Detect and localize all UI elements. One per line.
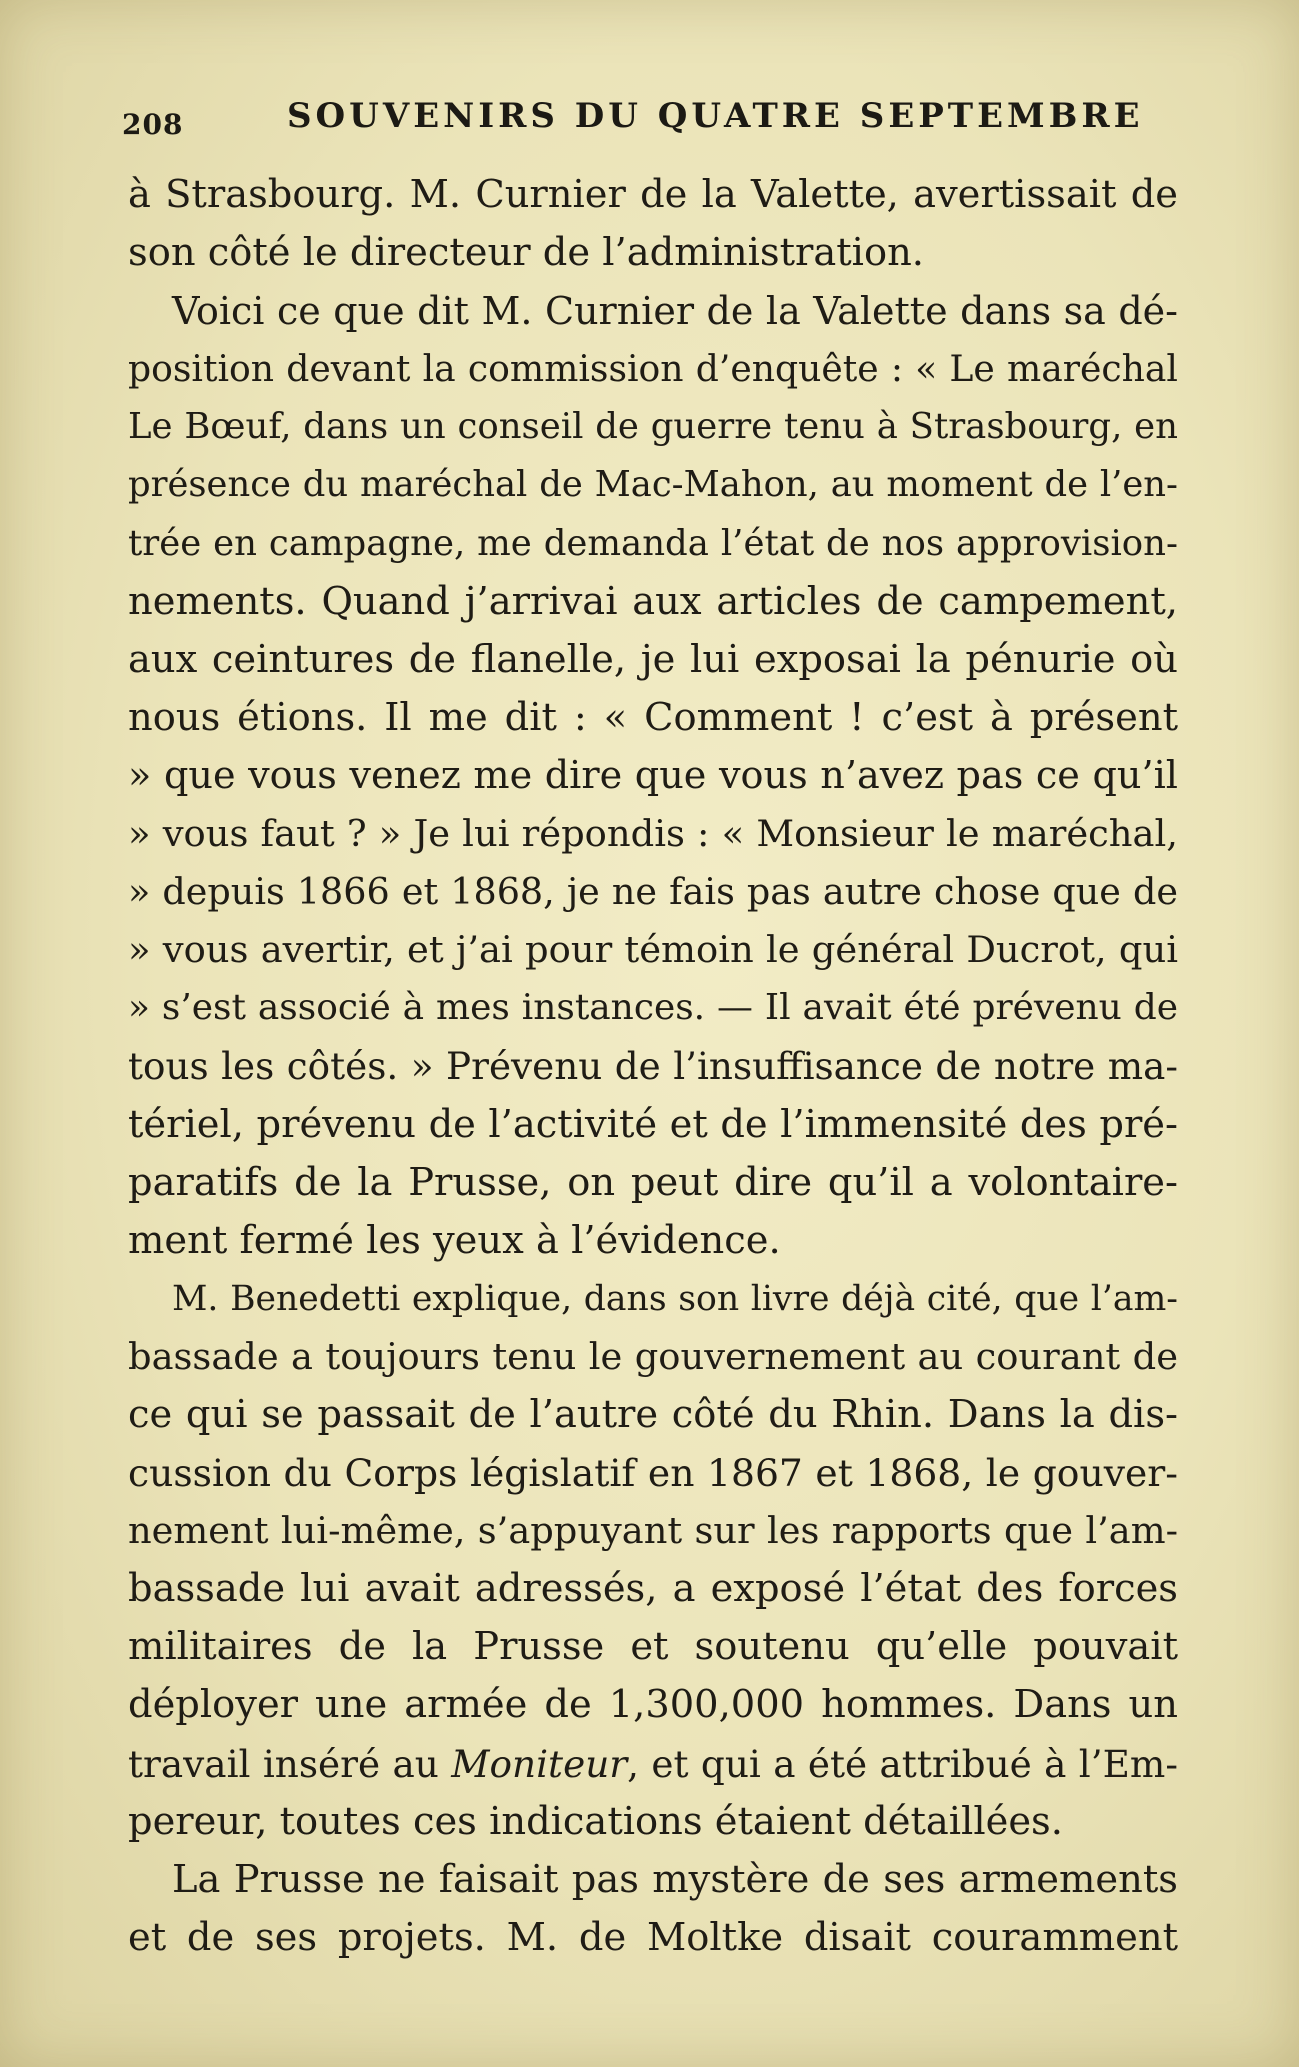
- text-line-with-italic: [128, 1735, 1178, 1793]
- text-line: présence du maréchal de Mac-Mahon, au moment de l’en-: [128, 464, 1178, 506]
- text-line: trée en campagne, me demanda l’état de nos approvision-: [128, 522, 1178, 564]
- text-line: M. Benedetti explique, dans son livre déjà cité, que l’am-: [172, 1278, 1178, 1319]
- text-line: aux ceintures de flanelle, je lui exposai la pénurie où: [128, 636, 1178, 682]
- text-line: » vous avertir, et j’ai pour témoin le général Ducrot, qui: [128, 928, 1178, 972]
- text-line: » vous faut ? » Je lui répondis : « Monsieur le maréchal,: [128, 812, 1178, 856]
- text-line: cussion du Corps législatif en 1867 et 1868, le gouver-: [128, 1451, 1178, 1496]
- paragraph-2: [128, 282, 1178, 1270]
- text-run: travail inséré au: [128, 1741, 452, 1786]
- text-line: à Strasbourg. M. Curnier de la Valette, avertissait de: [128, 172, 1178, 217]
- text-line: » depuis 1866 et 1868, je ne fais pas autre chose que de: [128, 870, 1178, 914]
- text-line: militaires de la Prusse et soutenu qu’elle pouvait: [128, 1624, 1178, 1670]
- text-line: nement lui-même, s’appuyant sur les rapports que l’am-: [128, 1509, 1178, 1553]
- text-line: ce qui se passait de l’autre côté du Rhin. Dans la dis-: [128, 1391, 1178, 1437]
- text-line: son côté le directeur de l’administration.: [128, 230, 925, 276]
- text-line: » que vous venez me dire que vous n’avez pas ce qu’il: [128, 753, 1178, 798]
- text-line: Le Bœuf, dans un conseil de guerre tenu à Strasbourg, en: [128, 406, 1178, 448]
- page-header: [122, 90, 1182, 150]
- text-run: , et qui a été attribué à l’Em-: [627, 1741, 1178, 1786]
- italic-title: Moniteur: [451, 1741, 628, 1786]
- text-line: bassade lui avait adressés, a exposé l’état des forces: [128, 1566, 1178, 1612]
- text-line: ment fermé les yeux à l’évidence.: [128, 1217, 781, 1263]
- text-line: La Prusse ne faisait pas mystère de ses armements: [172, 1856, 1178, 1902]
- text-line: nements. Quand j’arrivai aux articles de campement,: [128, 578, 1178, 624]
- text-line: tous les côtés. » Prévenu de l’insuffisance de notre ma-: [128, 1044, 1178, 1089]
- paragraph-1: [128, 166, 1178, 282]
- paragraph-4: [128, 1851, 1178, 1967]
- text-line: position devant la commission d’enquête : « Le maréchal: [128, 347, 1178, 391]
- page-number: 208: [122, 108, 184, 141]
- text-line: déployer une armée de 1,300,000 hommes. Dans un: [128, 1682, 1178, 1728]
- running-title: SOUVENIRS DU QUATRE SEPTEMBRE: [287, 96, 1144, 136]
- text-line: nous étions. Il me dit : « Comment ! c’est à présent: [128, 694, 1178, 740]
- text-line: bassade a toujours tenu le gouvernement au courant de: [128, 1334, 1178, 1378]
- paragraph-3: [128, 1270, 1178, 1851]
- text-line: pereur, toutes ces indications étaient détaillées.: [128, 1798, 1063, 1844]
- text-line: tériel, prévenu de l’activité et de l’immensité des pré-: [128, 1101, 1178, 1147]
- body-text: [128, 166, 1178, 1967]
- text-line: paratifs de la Prusse, on peut dire qu’il a volontaire-: [128, 1159, 1178, 1205]
- text-line: et de ses projets. M. de Moltke disait couramment: [128, 1914, 1178, 1960]
- text-line: » s’est associé à mes instances. — Il avait été prévenu de: [128, 987, 1178, 1029]
- text-line: Voici ce que dit M. Curnier de la Valette dans sa dé-: [172, 289, 1178, 334]
